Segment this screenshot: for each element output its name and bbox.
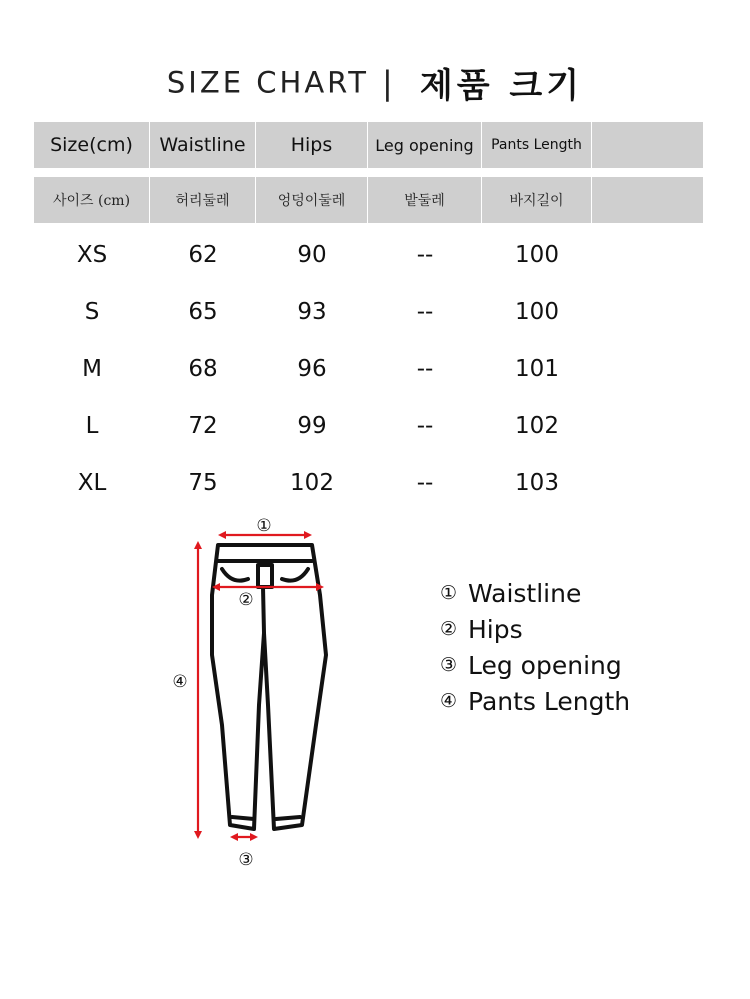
cell-leg-opening: -- (416, 242, 434, 268)
cell-pants-length: 102 (515, 413, 559, 439)
cell-waistline: 68 (188, 356, 218, 382)
legend-item-waistline (440, 575, 630, 611)
legend-item-hips (440, 611, 630, 647)
cell-hips: 93 (297, 299, 327, 325)
page-title (0, 58, 750, 107)
marker-2: ② (238, 590, 254, 610)
table-row (34, 349, 703, 389)
cell-size: XS (76, 242, 108, 268)
cell-hips: 99 (297, 413, 327, 439)
measurement-legend (440, 575, 630, 719)
legend-label: Hips (468, 614, 523, 644)
legend-item-leg-opening (440, 647, 630, 683)
cell-pants-length: 103 (515, 470, 559, 496)
cell-size: S (84, 299, 100, 325)
header-blank-ko (592, 177, 703, 223)
header-hips-ko: 엉덩이둘레 (256, 177, 368, 223)
legend-label: Pants Length (468, 686, 631, 716)
header-row-korean (34, 177, 703, 223)
legend-label: Leg opening (468, 650, 622, 680)
marker-1: ① (256, 516, 272, 536)
cell-size: XL (77, 470, 107, 496)
cell-pants-length: 101 (515, 356, 559, 382)
header-blank (592, 122, 703, 168)
cell-pants-length: 100 (515, 242, 559, 268)
cell-size: L (85, 413, 99, 439)
header-row-english (34, 122, 703, 168)
cell-pants-length: 100 (515, 299, 559, 325)
header-waistline-ko: 허리둘레 (150, 177, 256, 223)
header-pants-length: Pants Length (482, 122, 592, 168)
legend-number: ④ (440, 690, 458, 712)
header-size: Size(cm) (34, 122, 150, 168)
title-separator: | (382, 63, 393, 102)
cell-waistline: 62 (188, 242, 218, 268)
title-korean: 제품 크기 (419, 66, 584, 106)
table-row (34, 292, 703, 332)
cell-waistline: 72 (188, 413, 218, 439)
cell-waistline: 65 (188, 299, 218, 325)
cell-leg-opening: -- (416, 470, 434, 496)
header-waistline: Waistline (150, 122, 256, 168)
cell-leg-opening: -- (416, 413, 434, 439)
cell-size: M (82, 356, 102, 382)
cell-hips: 102 (290, 470, 334, 496)
legend-item-pants-length (440, 683, 630, 719)
title-english: SIZE CHART (166, 65, 369, 100)
marker-3: ③ (238, 850, 254, 870)
header-leg-opening: Leg opening (368, 122, 482, 168)
table-row (34, 463, 703, 503)
cell-leg-opening: -- (416, 299, 434, 325)
header-pants-length-ko: 바지길이 (482, 177, 592, 223)
cell-leg-opening: -- (416, 356, 434, 382)
marker-4: ④ (172, 672, 188, 692)
cell-hips: 96 (297, 356, 327, 382)
table-row (34, 235, 703, 275)
pants-diagram (150, 505, 380, 885)
header-leg-opening-ko: 밭둘레 (368, 177, 482, 223)
cell-hips: 90 (297, 242, 327, 268)
header-hips: Hips (256, 122, 368, 168)
table-row (34, 406, 703, 446)
legend-number: ① (440, 582, 458, 604)
legend-number: ② (440, 618, 458, 640)
legend-number: ③ (440, 654, 458, 676)
legend-label: Waistline (468, 578, 582, 608)
header-size-ko: 사이즈 (cm) (34, 177, 150, 223)
cell-waistline: 75 (188, 470, 218, 496)
